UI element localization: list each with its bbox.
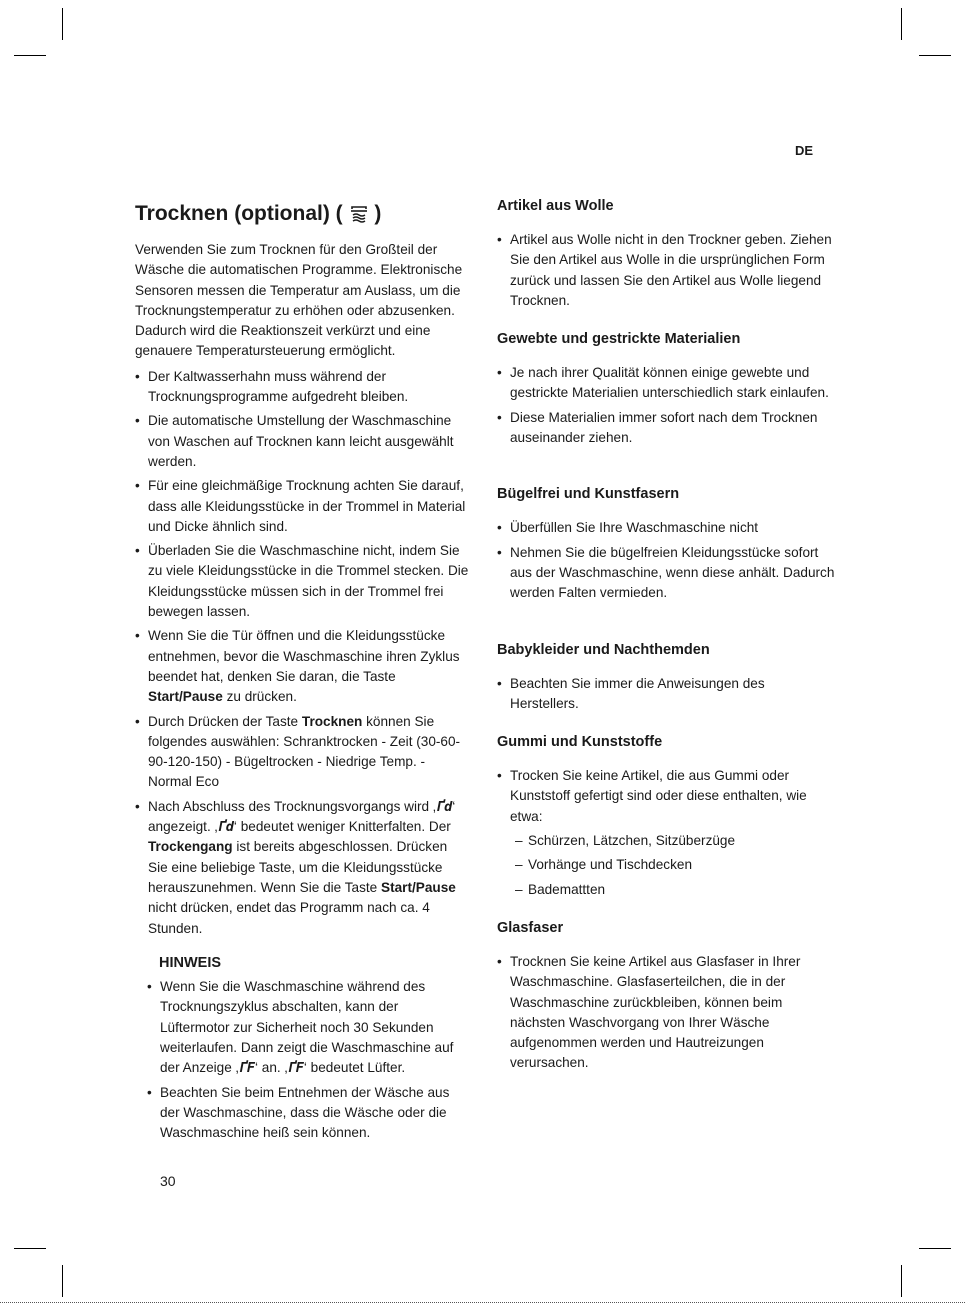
page-number: 30 — [160, 1173, 176, 1189]
section-title: Bügelfrei und Kunstfasern — [497, 486, 680, 503]
list-item: • Wenn Sie die Tür öffnen und die Kleidungsstücke entnehmen, bevor die Waschmaschine ihren Zyklus beendet hat, denken Sie daran, die Taste Start/Pause zu drücken. — [135, 626, 470, 707]
display-code-cf: ҐF — [287, 1060, 304, 1077]
section-title: Gummi und Kunststoffe — [497, 734, 663, 751]
crop-mark — [14, 55, 46, 56]
dry-icon — [349, 204, 369, 222]
list-item: • Der Kaltwasserhahn muss während der Trocknungsprogramme aufgedreht bleiben. — [135, 367, 470, 408]
list-item: • Überladen Sie die Waschmaschine nicht, indem Sie zu viele Kleidungsstücke in die Trommel stecken. Die Kleidungsstücke müssen sich in der Trommel frei bewegen lassen. — [135, 541, 470, 622]
list-item: • Beachten Sie immer die Anweisungen des Herstellers. — [497, 674, 837, 715]
section-title: Artikel aus Wolle — [497, 198, 614, 214]
list-item: • Je nach ihrer Qualität können einige gewebte und gestrickte Materialien unterschiedlich stark einlaufen. — [497, 363, 837, 404]
note-title: HINWEIS — [159, 954, 222, 971]
section-rubber — [497, 732, 837, 900]
list-item: • Diese Materialien immer sofort nach dem Trocknen auseinander ziehen. — [497, 408, 837, 449]
list-item: – Schürzen, Lätzchen, Sitzüberzüge — [515, 831, 837, 851]
note-list — [147, 977, 470, 1143]
list-item: • Trocken Sie keine Artikel, die aus Gummi oder Kunststoff gefertigt sind oder diese enthalten, wie etwa: — [497, 766, 837, 827]
crop-mark — [62, 1265, 63, 1297]
language-tag: DE — [795, 143, 814, 158]
display-code-cd: Ґd — [217, 819, 234, 836]
crop-mark — [919, 1248, 951, 1249]
section-glass — [497, 918, 837, 1074]
list-item: • Beachten Sie beim Entnehmen der Wäsche aus der Waschmaschine, dass die Wäsche oder die Waschmaschine heiß sein können. — [147, 1083, 470, 1144]
list-item: • Für eine gleichmäßige Trocknung achten Sie darauf, dass alle Kleidungsstücke in der Trommel in Material und Dicke ähnlich sind. — [135, 476, 470, 537]
list-item: • Nach Abschluss des Trocknungsvorgangs wird ‚Ґd‘ angezeigt. ‚Ґd‘ bedeutet weniger Knitterfalten. Der Trockengang ist bereits abgeschlossen. Drücken Sie eine beliebige Taste, um die Kleidungsstücke herauszunehmen. Wenn Sie die Taste Start/Pause nicht drücken, endet das Programm nach ca. 4 Stunden. — [135, 797, 470, 939]
crop-mark — [901, 1265, 902, 1297]
display-code-cf: ҐF — [238, 1060, 255, 1077]
intro-paragraph: Verwenden Sie zum Trocknen für den Großteil der Wäsche die automatischen Programme. Elektronische Sensoren messen die Temperatur am Auslass, um die Trocknungstemperatur zu erhöhen oder abzusenken. Dadurch wird die Reaktionszeit verkürzt und eine genauere Temperatursteuerung ermöglicht. — [135, 242, 463, 359]
list-item: • Durch Drücken der Taste Trocknen können Sie folgendes auswählen: Schranktrocken - Zeit (30-60-90-120-150) - Bügeltrocken - Niedrige Temp. - Normal Eco — [135, 712, 470, 793]
crop-mark — [14, 1248, 46, 1249]
left-column — [135, 196, 470, 1147]
section-title: Gewebte und gestrickte Materialien — [497, 331, 741, 348]
list-item: • Trocknen Sie keine Artikel aus Glasfaser in Ihrer Waschmaschine. Glasfaserteilchen, die in der Waschmaschine zurückbleiben, können beim nächsten Waschvorgang von Ihrer Wäsche aufgenommen werden und Hautreizungen verursachen. — [497, 952, 837, 1074]
dash-list — [515, 831, 837, 900]
display-code-cd: Ґd — [435, 798, 453, 815]
section-woven — [497, 329, 837, 448]
crop-mark — [62, 8, 63, 40]
dry-bullet-list — [135, 367, 470, 939]
section-baby — [497, 640, 837, 715]
section-wool — [497, 196, 837, 311]
list-item: – Vorhänge und Tischdecken — [515, 855, 837, 875]
note-box — [147, 953, 470, 1144]
list-item: • Wenn Sie die Waschmaschine während des Trocknungszyklus abschalten, kann der Lüftermotor zur Sicherheit noch 30 Sekunden weiterlaufen. Dann zeigt die Waschmaschine auf der Anzeige ‚ҐF‘ an. ‚ҐF‘ bedeutet Lüfter. — [147, 977, 470, 1078]
crop-mark — [901, 8, 902, 40]
list-item: • Nehmen Sie die bügelfreien Kleidungsstücke sofort aus der Waschmaschine, wenn diese anhält. Dadurch werden Falten vermieden. — [497, 543, 837, 604]
right-column — [497, 196, 837, 1092]
section-synthetics — [497, 484, 837, 603]
bottom-dotted-rule — [0, 1302, 965, 1304]
page-title: Trocknen (optional) ( ) — [135, 202, 382, 225]
list-item: • Die automatische Umstellung der Waschmaschine von Waschen auf Trocknen kann leicht ausgewählt werden. — [135, 411, 470, 472]
section-title: Glasfaser — [497, 919, 564, 936]
list-item: – Bademattten — [515, 880, 837, 900]
section-title: Babykleider und Nachthemden — [497, 641, 710, 658]
list-item: • Überfüllen Sie Ihre Waschmaschine nicht — [497, 518, 837, 538]
crop-mark — [919, 55, 951, 56]
list-item: • Artikel aus Wolle nicht in den Trockner geben. Ziehen Sie den Artikel aus Wolle in die ursprünglichen Form zurück und lassen Sie den Artikel aus Wolle liegend Trocknen. — [497, 230, 837, 311]
